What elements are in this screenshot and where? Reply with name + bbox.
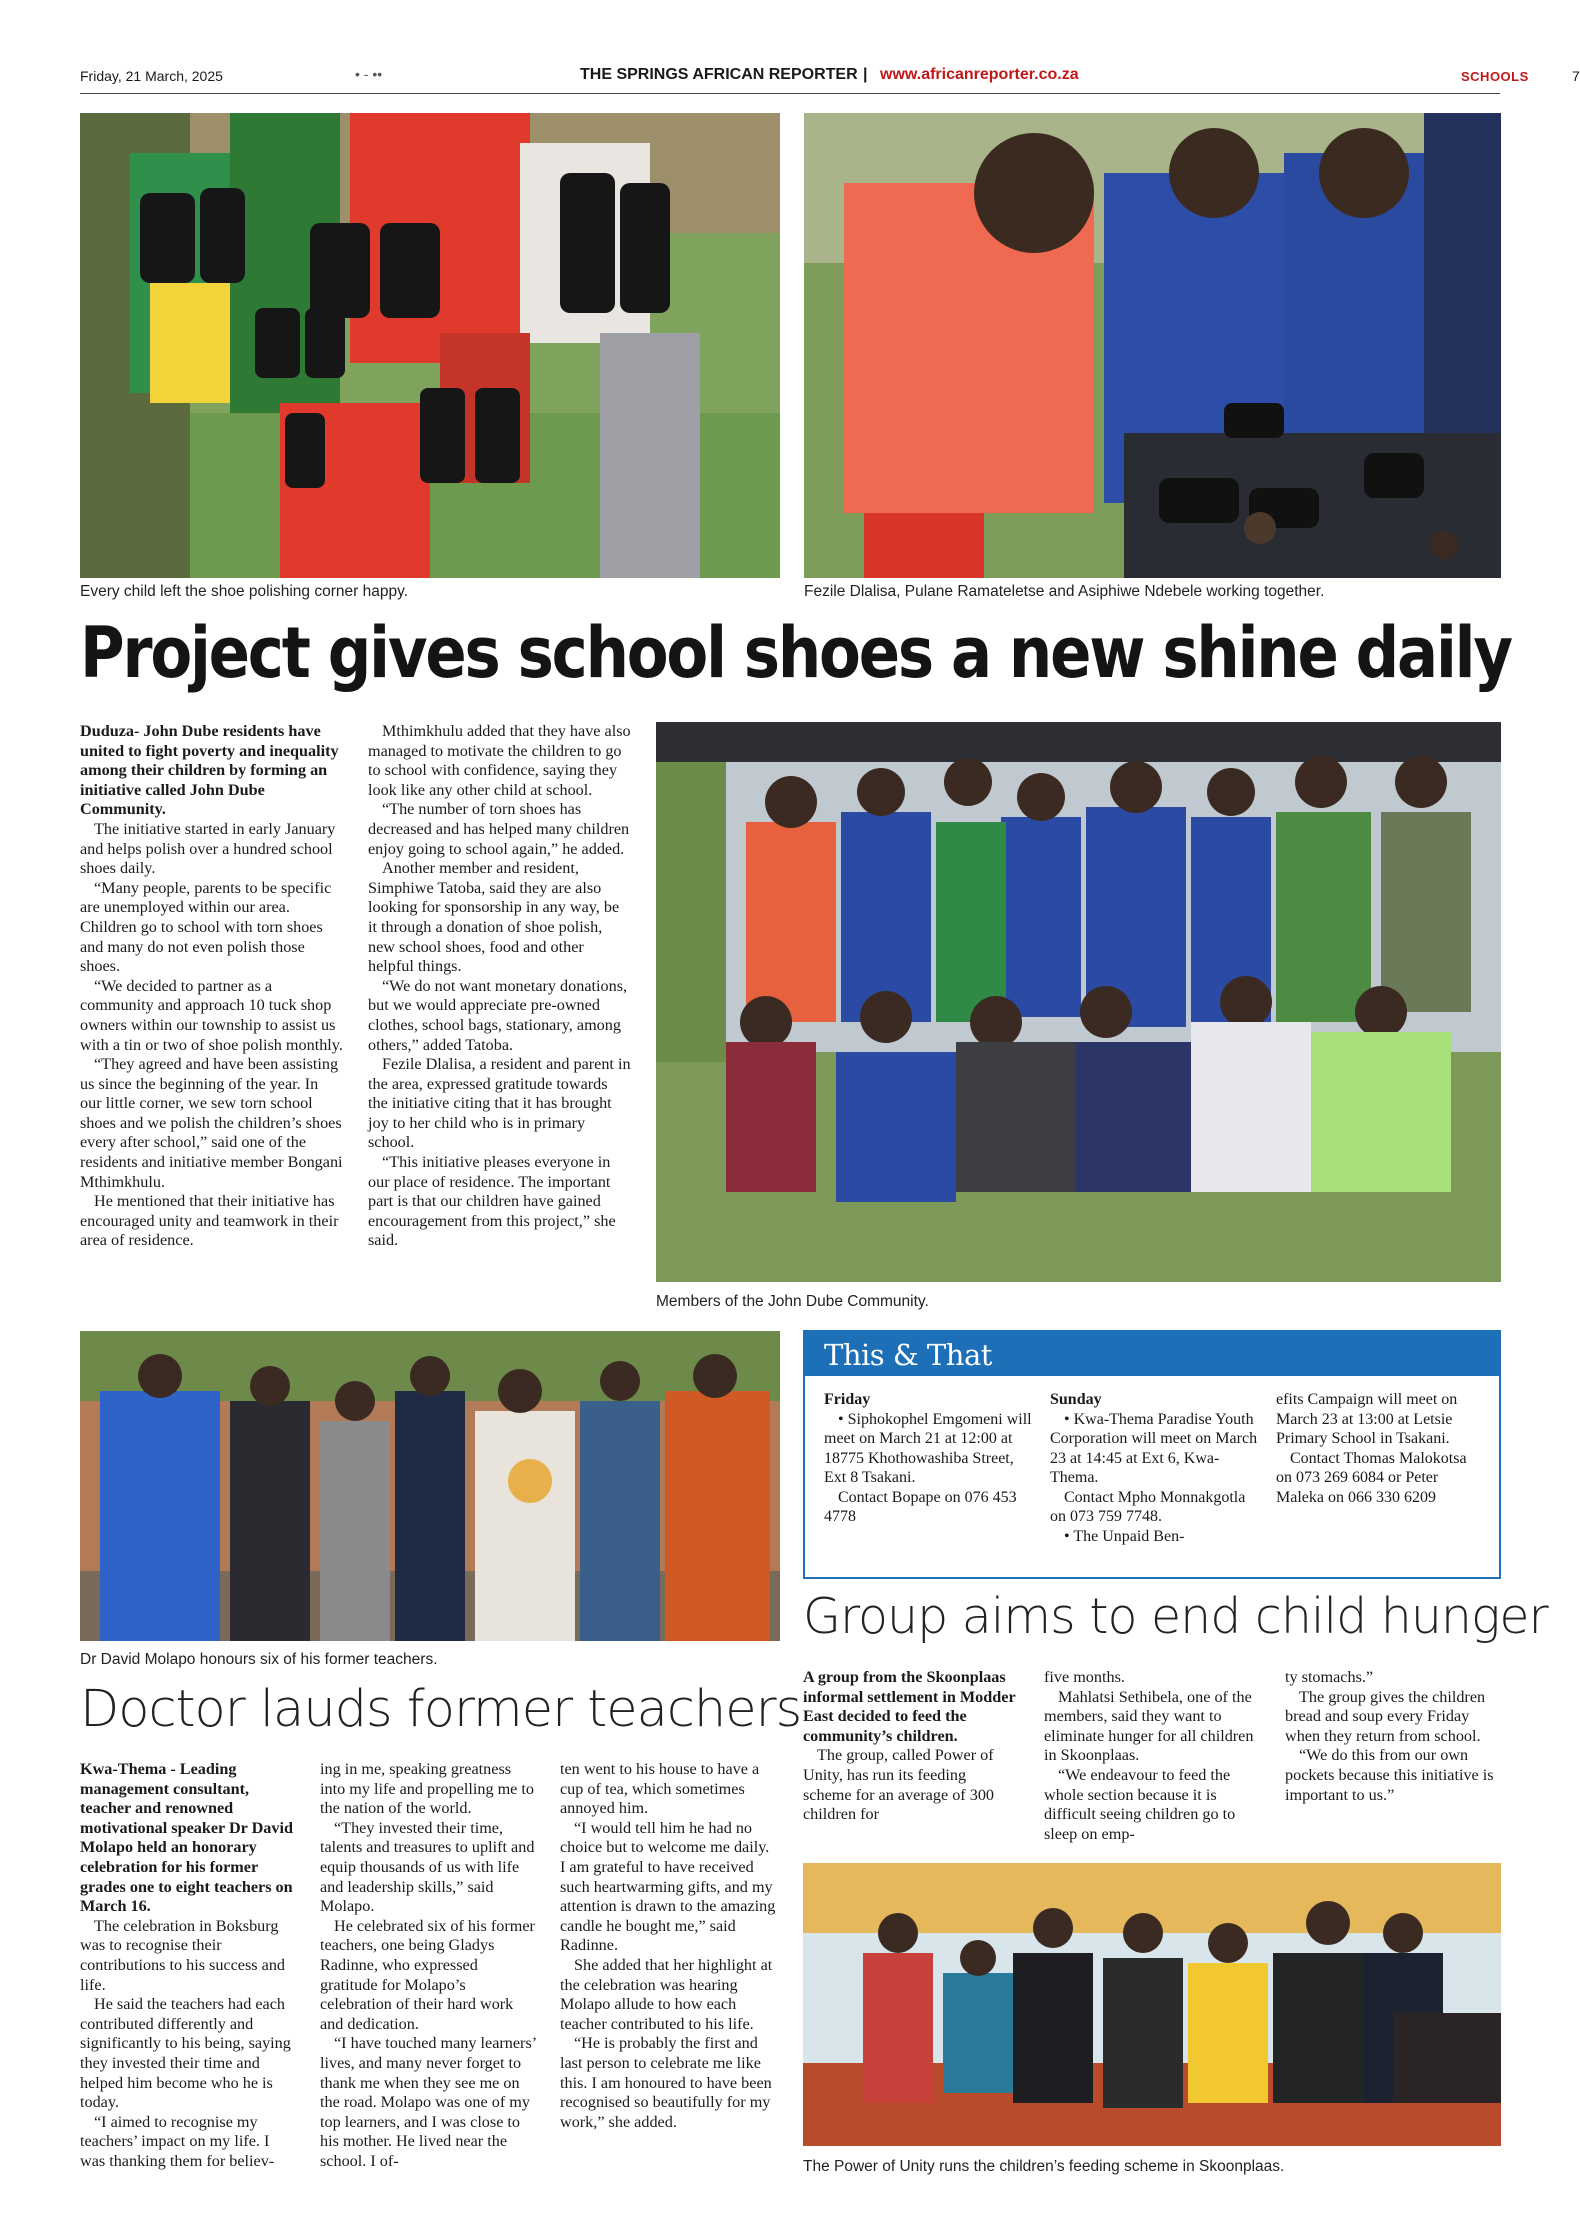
story-doctor-intro: Kwa-Thema - Leading management consultant, teacher and renowned motivational speaker Dr David Molapo held an honorary celebration for his former grades one to eight teachers on March 16.: [80, 1760, 293, 1916]
this-and-that-column-1: [824, 1390, 1032, 1527]
this-and-that-column-3: [1276, 1390, 1484, 1507]
story-shoes-column-2: [368, 722, 631, 1251]
event-item: • The Unpaid Ben-: [1064, 1527, 1185, 1545]
photo-molapo-teachers: [80, 1331, 780, 1641]
caption-photo-molapo-teachers: Dr David Molapo honours six of his former teachers.: [80, 1651, 438, 1668]
paragraph: five months.: [1044, 1668, 1125, 1686]
story-hunger-column-1: [803, 1668, 1018, 1825]
this-and-that-banner: [805, 1332, 1499, 1376]
paragraph: “We do this from our own pockets because this initiative is important to us.”: [1285, 1746, 1494, 1804]
paragraph: “They agreed and have been assisting us since the beginning of the year. In our little corner, we sew torn school shoes and we polish the children’s shoes every after school,” said one of the residents and initiative member Bongani Mthimkhulu.: [80, 1055, 343, 1191]
paragraph: The celebration in Boksburg was to recognise their contributions to his success and life.: [80, 1916, 286, 1994]
paragraph: “This initiative pleases everyone in our place of residence. The important part is that our children have gained encouragement from this project,” she said.: [368, 1153, 616, 1250]
this-and-that-column-2: [1050, 1390, 1258, 1546]
header-separator: |: [863, 66, 868, 83]
paragraph: “We do not want monetary donations, but we would appreciate pre-owned clothes, school bags, stationary, among others,” added Tatoba.: [368, 976, 628, 1054]
caption-photo-women-polishing: Fezile Dlalisa, Pulane Ramateletse and Asiphiwe Ndebele working together.: [804, 583, 1325, 600]
paragraph: “The number of torn shoes has decreased and has helped many children enjoy going to school again,” he added.: [368, 800, 630, 858]
event-item: efits Campaign will meet on March 23 at 13:00 at Letsie Primary School in Tsakani.: [1276, 1391, 1458, 1447]
paragraph: ten went to his house to have a cup of tea, which sometimes annoyed him.: [560, 1760, 760, 1818]
paragraph: He said the teachers had each contributed differently and significantly to his being, saying they invested their time and helped him become who he is today.: [80, 1995, 291, 2112]
paragraph: Another member and resident, Simphiwe Tatoba, said they are also looking for sponsorship in any way, be it through a donation of shoe polish, new school shoes, food and other helpful things.: [368, 859, 620, 976]
publication-url[interactable]: www.africanreporter.co.za: [880, 66, 1079, 83]
paragraph: Mthimkhulu added that they have also managed to motivate the children to go to school with confidence, saying they look like any other child at school.: [368, 722, 631, 799]
event-day: Sunday: [1050, 1391, 1102, 1408]
photo-children-shoes: [80, 113, 780, 578]
paragraph: Fezile Dlalisa, a resident and parent in the area, expressed gratitude towards the initiative citing that it has brought joy to her child who is in primary school.: [368, 1055, 631, 1152]
main-headline: Project gives school shoes a new shine daily: [80, 612, 1511, 694]
paragraph: He mentioned that their initiative has encouraged unity and teamwork in their area of residence.: [80, 1192, 339, 1250]
paragraph: “I aimed to recognise my teachers’ impact on my life. I was thanking them for believ-: [80, 2112, 275, 2170]
caption-photo-feeding-scheme: The Power of Unity runs the children’s feeding scheme in Skoonplaas.: [803, 2158, 1285, 2175]
paragraph: Mahlatsi Sethibela, one of the members, said they want to eliminate hunger for all children in Skoonplaas.: [1044, 1687, 1254, 1765]
story-doctor-column-1: [80, 1760, 298, 2171]
this-and-that-box: [803, 1330, 1501, 1579]
paragraph: ing in me, speaking greatness into my life and propelling me to the nation of the world.: [320, 1760, 534, 1818]
page-header: [80, 66, 1580, 94]
hunger-headline: Group aims to end child hunger: [803, 1588, 1548, 1645]
story-hunger-column-3: [1285, 1668, 1500, 1805]
paragraph: “Many people, parents to be specific are unemployed within our area. Children go to school with torn shoes and many do not even polish those shoes.: [80, 878, 332, 976]
story-shoes-column-1: [80, 722, 343, 1251]
this-and-that-title: This & That: [824, 1338, 992, 1372]
paragraph: The group gives the children bread and soup every Friday when they return from school.: [1285, 1687, 1486, 1745]
story-shoes-intro: Duduza- John Dube residents have united to fight poverty and inequality among their children by forming an initiative called John Dube Community.: [80, 722, 339, 819]
story-hunger-intro: A group from the Skoonplaas informal settlement in Modder East decided to feed the community’s children.: [803, 1668, 1016, 1745]
section-label: SCHOOLS: [1461, 69, 1529, 84]
paragraph: “I have touched many learners’ lives, and many never forget to thank me when they see me on the road. Molapo was one of my top learners, and I was close to his mother. He lived near the school. I of-: [320, 2034, 536, 2170]
caption-photo-children-shoes: Every child left the shoe polishing corner happy.: [80, 583, 408, 600]
issue-date: Friday, 21 March, 2025: [80, 68, 223, 84]
paragraph: “They invested their time, talents and treasures to uplift and equip thousands of us with life and leadership skills,” said Molapo.: [320, 1818, 535, 1916]
paragraph: He celebrated six of his former teachers, one being Gladys Radinne, who expressed gratitude for Molapo’s celebration of their hard work and dedication.: [320, 1916, 535, 2033]
story-hunger-column-2: [1044, 1668, 1259, 1844]
doctor-headline: Doctor lauds former teachers: [80, 1680, 802, 1739]
paragraph: “We endeavour to feed the whole section because it is difficult seeing children go to sleep on emp-: [1044, 1765, 1236, 1843]
paragraph: The initiative started in early January and helps polish over a hundred school shoes daily.: [80, 819, 336, 878]
event-item: • Kwa-Thema Paradise Youth Corporation will meet on March 23 at 14:45 at Ext 6, Kwa-Thema.: [1050, 1410, 1258, 1486]
paragraph: “I would tell him he had no choice but to welcome me daily. I am grateful to have received such heartwarming gifts, and my attention is drawn to the amazing candle he bought me,” said Radinne.: [560, 1818, 776, 1955]
story-doctor-column-2: [320, 1760, 538, 2171]
event-contact: Contact Thomas Malokotsa on 073 269 6084 or Peter Maleka on 066 330 6209: [1276, 1449, 1467, 1506]
photo-feeding-scheme: [803, 1863, 1501, 2146]
paragraph: The group, called Power of Unity, has run its feeding scheme for an average of 300 children for: [803, 1746, 995, 1824]
paragraph: ty stomachs.”: [1285, 1668, 1374, 1686]
paragraph: “We decided to partner as a community and approach 10 tuck shop owners within our township to assist us with a tin or two of shoe polish monthly.: [80, 976, 343, 1054]
header-ornament: • - ••: [355, 66, 383, 82]
paragraph: She added that her highlight at the celebration was hearing Molapo allude to how each teacher contributed to his life.: [560, 1955, 773, 2033]
event-item: • Siphokophel Emgomeni will meet on March 21 at 12:00 at 18775 Khothowashiba Street, Ext 8 Tsakani.: [824, 1410, 1032, 1486]
photo-women-polishing: [804, 113, 1501, 578]
event-contact: Contact Mpho Monnakgotla on 073 759 7748.: [1050, 1488, 1246, 1525]
caption-photo-community-group: Members of the John Dube Community.: [656, 1293, 929, 1310]
publication-name: THE SPRINGS AFRICAN REPORTER: [580, 66, 858, 83]
page-number: 7: [1572, 68, 1580, 84]
story-doctor-column-3: [560, 1760, 778, 2132]
paragraph: “He is probably the first and last person to celebrate me like this. I am honoured to have been recognised so beautifully for my work,” she added.: [560, 2034, 772, 2131]
event-contact: Contact Bopape on 076 453 4778: [824, 1488, 1017, 1525]
photo-community-group: [656, 722, 1501, 1282]
event-day: Friday: [824, 1391, 871, 1408]
